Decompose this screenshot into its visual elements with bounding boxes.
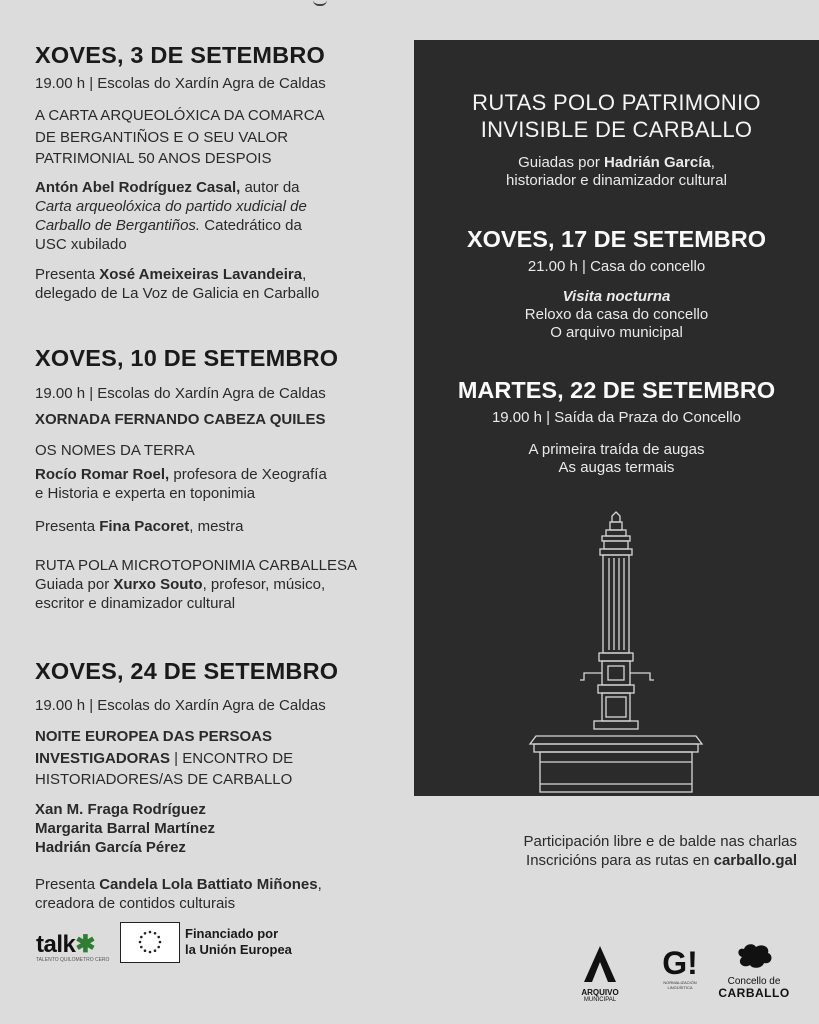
panel-guide: Guiadas por Hadrián García, historiador e dinamizador cultural	[506, 154, 727, 189]
participation-info: Participación libre e de balde nas charlas Inscricións para as rutas en carballo.gal	[523, 833, 797, 869]
event-1-time-place: 19.00 h | Escolas do Xardín Agra de Caldas	[35, 75, 326, 92]
carballo-link[interactable]: carballo.gal	[713, 852, 797, 869]
event-2-presenter: Presenta Fina Pacoret, mestra	[35, 518, 244, 535]
route-1-time-place: 21.00 h | Casa do concello	[527, 258, 706, 275]
panel-title: RUTAS POLO PATRIMONIO INVISIBLE DE CARBALLO	[472, 90, 761, 142]
routes-panel	[414, 40, 819, 796]
route-1-heading: XOVES, 17 DE SETEMBRO	[466, 226, 767, 252]
route-2-heading: MARTES, 22 DE SETEMBRO	[457, 377, 776, 403]
event-1-heading: XOVES, 3 DE SETEMBRO	[35, 42, 325, 68]
event-1-presenter: Presenta Xosé Ameixeiras Lavandeira, delegado de La Voz de Galicia en Carballo	[35, 266, 320, 302]
event-2-route: RUTA POLA MICROTOPONIMIA CARBALLESA Guiada por Xurxo Souto, profesor, músico, escritor e dinamizador cultural	[35, 557, 358, 612]
event-3-names: Xan M. Fraga Rodríguez Margarita Barral Martínez Hadrián García Pérez	[35, 801, 216, 856]
route-1-details: Visita nocturna Reloxo da casa do concello O arquivo municipal	[524, 288, 709, 341]
route-2-time-place: 19.00 h | Saída da Praza do Concello	[491, 409, 742, 426]
arquivo-a-icon	[580, 944, 620, 984]
g-normalizacion-logo: G! NORMALIZACIÓN LINGÜÍSTICA	[662, 945, 698, 990]
event-2-subtitle: OS NOMES DA TERRA	[35, 442, 195, 459]
event-3-presenter: Presenta Candela Lola Battiato Miñones, creadora de contidos culturais	[35, 876, 322, 912]
route-2-details: A primeira traída de augas As augas termais	[528, 441, 705, 476]
arquivo-logo: ARQUIVO MUNICIPAL	[578, 944, 622, 1004]
fountain-illustration	[414, 500, 819, 796]
event-1-title: A CARTA ARQUEOLÓXICA DA COMARCA DE BERGANTIÑOS E O SEU VALOR PATRIMONIAL 50 ANOS DESPOIS	[35, 107, 325, 167]
event-2-time-place: 19.00 h | Escolas do Xardín Agra de Caldas	[35, 385, 326, 402]
event-2-speaker: Rocío Romar Roel, profesora de Xeografía e Historia e experta en toponimia	[35, 466, 327, 502]
oak-tree-icon	[734, 943, 774, 971]
event-3-heading: XOVES, 24 DE SETEMBRO	[35, 658, 339, 684]
eu-funding-text: Financiado por la Unión Europea	[185, 926, 292, 957]
concello-carballo-logo: Concello de CARBALLO	[712, 943, 796, 1000]
asterisk-icon: ✱	[75, 931, 96, 958]
talk-logo: talk✱ TALENTO QUILOMETRO CERO	[36, 931, 110, 963]
event-2-bold-title: XORNADA FERNANDO CABEZA QUILES	[35, 411, 326, 428]
event-3-time-place: 19.00 h | Escolas do Xardín Agra de Caldas	[35, 697, 326, 714]
top-mark	[313, 0, 327, 6]
eu-flag-icon	[120, 922, 180, 963]
event-2-heading: XOVES, 10 DE SETEMBRO	[35, 345, 339, 371]
event-1-speaker: Antón Abel Rodríguez Casal, autor da Carta arqueolóxica do partido xudicial de Carballo de Bergantiños. Catedrático da USC xubilado	[35, 179, 307, 253]
event-3-title: NOITE EUROPEA DAS PERSOAS INVESTIGADORAS | ENCONTRO DE HISTORIADORES/AS DE CARBALLO	[35, 728, 294, 788]
